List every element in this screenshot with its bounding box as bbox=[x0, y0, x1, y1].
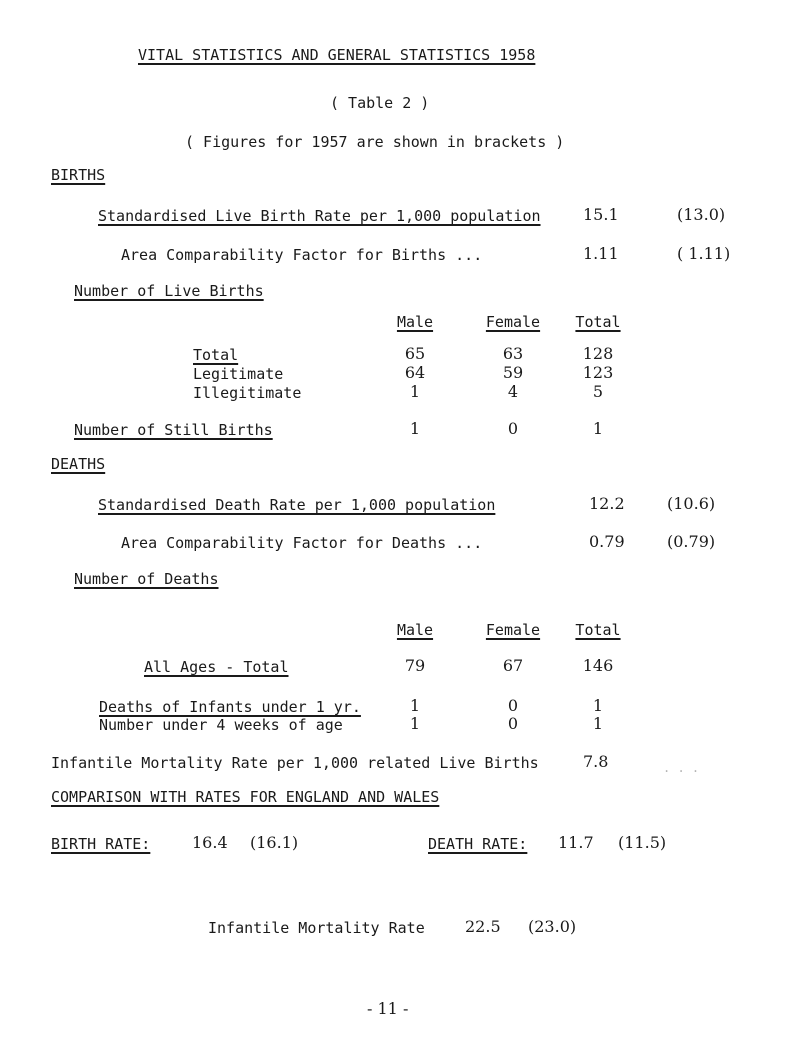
death-rate-ew-value: 11.7 bbox=[558, 833, 594, 852]
death-rate-value: 12.2 bbox=[589, 494, 625, 513]
death-rate-ew-label: DEATH RATE: bbox=[428, 835, 528, 853]
death-acf-value: 0.79 bbox=[589, 532, 625, 551]
births-row-label: Legitimate bbox=[193, 365, 284, 383]
under-4-weeks-male: 1 bbox=[409, 714, 421, 733]
number-of-deaths-label: Number of Deaths bbox=[74, 570, 219, 588]
deaths-heading: DEATHS bbox=[51, 455, 106, 473]
birth-acf-value: 1.11 bbox=[583, 244, 619, 263]
infant-deaths-female: 0 bbox=[507, 696, 519, 715]
death-rate-ew-prev: (11.5) bbox=[618, 833, 667, 852]
birth-rate-value: 15.1 bbox=[583, 205, 619, 224]
births-row-label: Total bbox=[193, 346, 239, 364]
under-4-weeks-total: 1 bbox=[592, 714, 604, 733]
births-col-total: Total bbox=[575, 313, 621, 331]
death-rate-prev: (10.6) bbox=[667, 494, 716, 513]
births-row-male: 64 bbox=[404, 363, 426, 382]
death-acf-prev: (0.79) bbox=[667, 532, 716, 551]
live-births-label: Number of Live Births bbox=[74, 282, 264, 300]
under-4-weeks-label: Number under 4 weeks of age bbox=[99, 716, 343, 734]
still-births-male: 1 bbox=[409, 419, 421, 438]
deaths-col-female: Female bbox=[485, 621, 541, 639]
births-row-total: 5 bbox=[592, 382, 604, 401]
infant-deaths-total: 1 bbox=[592, 696, 604, 715]
births-row-total: 128 bbox=[582, 344, 614, 363]
all-ages-total: 146 bbox=[582, 656, 614, 675]
imr-ew-label: Infantile Mortality Rate bbox=[208, 919, 425, 937]
all-ages-female: 67 bbox=[502, 656, 524, 675]
imr-ew-prev: (23.0) bbox=[528, 917, 577, 936]
imr-prev: . . . bbox=[663, 761, 700, 775]
brackets-note: ( Figures for 1957 are shown in brackets ) bbox=[185, 133, 565, 151]
imr-value: 7.8 bbox=[583, 752, 609, 771]
birth-acf-prev: ( 1.11) bbox=[677, 244, 731, 263]
deaths-col-total: Total bbox=[575, 621, 621, 639]
births-row-male: 65 bbox=[404, 344, 426, 363]
still-births-label: Number of Still Births bbox=[74, 421, 273, 439]
births-col-male: Male bbox=[396, 313, 434, 331]
under-4-weeks-female: 0 bbox=[507, 714, 519, 733]
birth-rate-label: Standardised Live Birth Rate per 1,000 population bbox=[98, 207, 541, 225]
imr-label: Infantile Mortality Rate per 1,000 related Live Births bbox=[51, 754, 539, 772]
births-heading: BIRTHS bbox=[51, 166, 106, 184]
all-ages-male: 79 bbox=[404, 656, 426, 675]
comparison-heading: COMPARISON WITH RATES FOR ENGLAND AND WALES bbox=[51, 788, 440, 806]
birth-rate-ew-label: BIRTH RATE: bbox=[51, 835, 151, 853]
birth-rate-ew-prev: (16.1) bbox=[250, 833, 299, 852]
births-row-female: 63 bbox=[502, 344, 524, 363]
deaths-col-male: Male bbox=[396, 621, 434, 639]
births-row-label: Illegitimate bbox=[193, 384, 302, 402]
table-label: ( Table 2 ) bbox=[330, 94, 430, 112]
birth-acf-label: Area Comparability Factor for Births ... bbox=[121, 246, 483, 264]
death-rate-label: Standardised Death Rate per 1,000 population bbox=[98, 496, 496, 514]
births-row-female: 4 bbox=[507, 382, 519, 401]
page-number: - 11 - bbox=[367, 999, 409, 1018]
births-col-female: Female bbox=[485, 313, 541, 331]
births-row-female: 59 bbox=[502, 363, 524, 382]
births-row-total: 123 bbox=[582, 363, 614, 382]
all-ages-label: All Ages - Total bbox=[144, 658, 289, 676]
imr-ew-value: 22.5 bbox=[465, 917, 501, 936]
still-births-female: 0 bbox=[507, 419, 519, 438]
infant-deaths-label: Deaths of Infants under 1 yr. bbox=[99, 698, 361, 716]
infant-deaths-male: 1 bbox=[409, 696, 421, 715]
page-title: VITAL STATISTICS AND GENERAL STATISTICS 1958 bbox=[138, 46, 536, 64]
still-births-total: 1 bbox=[592, 419, 604, 438]
birth-rate-prev: (13.0) bbox=[677, 205, 726, 224]
births-row-male: 1 bbox=[409, 382, 421, 401]
birth-rate-ew-value: 16.4 bbox=[192, 833, 228, 852]
death-acf-label: Area Comparability Factor for Deaths ... bbox=[121, 534, 483, 552]
